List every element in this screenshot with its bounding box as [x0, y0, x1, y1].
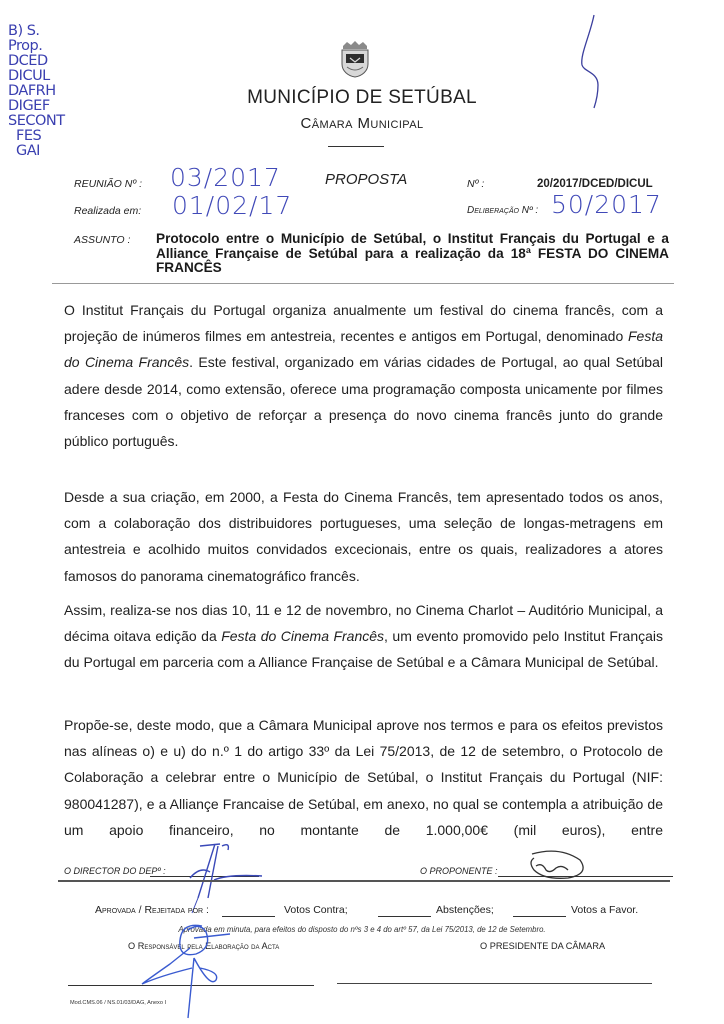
- organization-name: MUNICÍPIO DE SETÚBAL: [247, 87, 477, 108]
- presidente-label: O PRESIDENTE DA CÂMARA: [480, 941, 606, 951]
- paragraph-1: [64, 297, 663, 454]
- subject-divider: [52, 283, 674, 284]
- paragraph-emphasis: Festa do Cinema Francês: [64, 328, 663, 371]
- document-type: PROPOSTA: [325, 171, 408, 188]
- reuniao-value: 03/2017: [170, 163, 281, 192]
- minuta-note: Aprovada em minuta, para efeitos do disposto do nºs 3 e 4 do artº 57, da Lei 75/2013, de 12 de Setembro.: [178, 925, 546, 934]
- presidente-signature-line: [337, 983, 652, 984]
- director-label: O DIRECTOR DO DEPº :: [64, 866, 166, 876]
- numero-label: Nº :: [467, 178, 485, 190]
- routing-line: GAI: [16, 143, 40, 159]
- realizada-label: Realizada em:: [74, 205, 142, 217]
- routing-line: DCED: [8, 53, 48, 69]
- routing-line: DIGEF: [8, 98, 50, 114]
- realizada-value: 01/02/17: [172, 191, 293, 220]
- votos-contra-label: Votos Contra;: [284, 904, 348, 916]
- proponente-signature: [520, 848, 610, 884]
- paragraph-text: . Este festival, organizado em várias cidades de Portugal, ao qual Setúbal adere desde 2014, como extensão, oferece uma programação composta unicamente por filmes franceses com o objetivo de reforçar a presença do novo cinema francês junto do grande público português.: [64, 354, 663, 450]
- abstencoes-field[interactable]: [378, 916, 431, 917]
- form-code: Mod.CMS.06 / NS.01/03/DAG, Anexo I: [70, 1000, 167, 1006]
- deliberacao-value: 50/2017: [551, 190, 662, 219]
- votos-favor-field[interactable]: [513, 916, 566, 917]
- abstencoes-label: Abstenções;: [436, 904, 494, 916]
- reuniao-label: REUNIÃO Nº :: [74, 178, 143, 190]
- votos-favor-label: Votos a Favor.: [571, 904, 639, 916]
- aprovada-label: Aprovada / Rejeitada por :: [95, 904, 209, 916]
- routing-line: Prop.: [8, 38, 43, 54]
- assunto-text: Protocolo entre o Município de Setúbal, o Institut Français du Portugal e a Alliance Française de Setúbal para a realização da 18ª FESTA DO CINEMA FRANCÊS: [156, 231, 669, 276]
- votos-contra-field[interactable]: [222, 916, 275, 917]
- paragraph-4: [64, 712, 663, 843]
- header-divider: [328, 146, 384, 147]
- assunto-label: ASSUNTO :: [74, 234, 131, 246]
- routing-line: DAFRH: [8, 83, 56, 99]
- responsavel-signature: [130, 918, 230, 1024]
- routing-line: DICUL: [8, 68, 50, 84]
- routing-line: FES: [16, 128, 42, 144]
- paragraph-2: [64, 484, 663, 589]
- section-divider: [58, 880, 670, 882]
- routing-line: B) S.: [8, 23, 40, 39]
- numero-value: 20/2017/DCED/DICUL: [537, 178, 653, 190]
- paragraph-emphasis: Festa do Cinema Francês: [221, 628, 385, 645]
- paragraph-text: O Institut Français du Portugal organiza anualmente um festival do cinema francês, com a projeção de inúmeros filmes em antestreia, recentes e antigos em Portugal, denominado: [64, 302, 663, 345]
- coat-of-arms-icon: [338, 40, 372, 78]
- paragraph-text: Desde a sua criação, em 2000, a Festa do Cinema Francês, tem apresentado todos os anos, com a colaboração dos distribuidores portugueses, uma seleção de longas-metragens em antestreia e acolhido muitos convidados excecionais, entre os quais, realizadores a atores famosos do panorama cinematográfico francês.: [64, 489, 663, 584]
- proponente-label: O PROPONENTE :: [420, 866, 498, 876]
- paragraph-text: Propõe-se, deste modo, que a Câmara Municipal aprove nos termos e para os efeitos previstos nas alíneas o) e u) do n.º 1 do artigo 33º da Lei 75/2013, de 12 de setembro, o Protocolo de Colaboração a celebrar entre o Município de Setúbal, o Institut Français du Portugal (NIF: 980041287), e a Alliançe Francaise de Setúbal, em anexo, no qual se contempla a atribuição de um apoio financeiro, no montante de 1.000,00€ (mil euros), entre: [64, 717, 663, 838]
- paragraph-3: [64, 597, 663, 676]
- deliberacao-label: Deliberação Nº :: [467, 205, 539, 216]
- paragraph-text: , um evento promovido pelo Institut Français du Portugal em parceria com a Alliance Française de Setúbal e a Câmara Municipal de Setúbal.: [64, 628, 664, 671]
- routing-line: SECONT: [8, 113, 65, 129]
- organization-subtitle: Câmara Municipal: [300, 115, 424, 132]
- responsavel-label: O Responsável pela Elaboração da Acta: [128, 941, 280, 951]
- paragraph-text: Assim, realiza-se nos dias 10, 11 e 12 de novembro, no Cinema Charlot – Auditório Municipal, a décima oitava edição da: [64, 602, 663, 645]
